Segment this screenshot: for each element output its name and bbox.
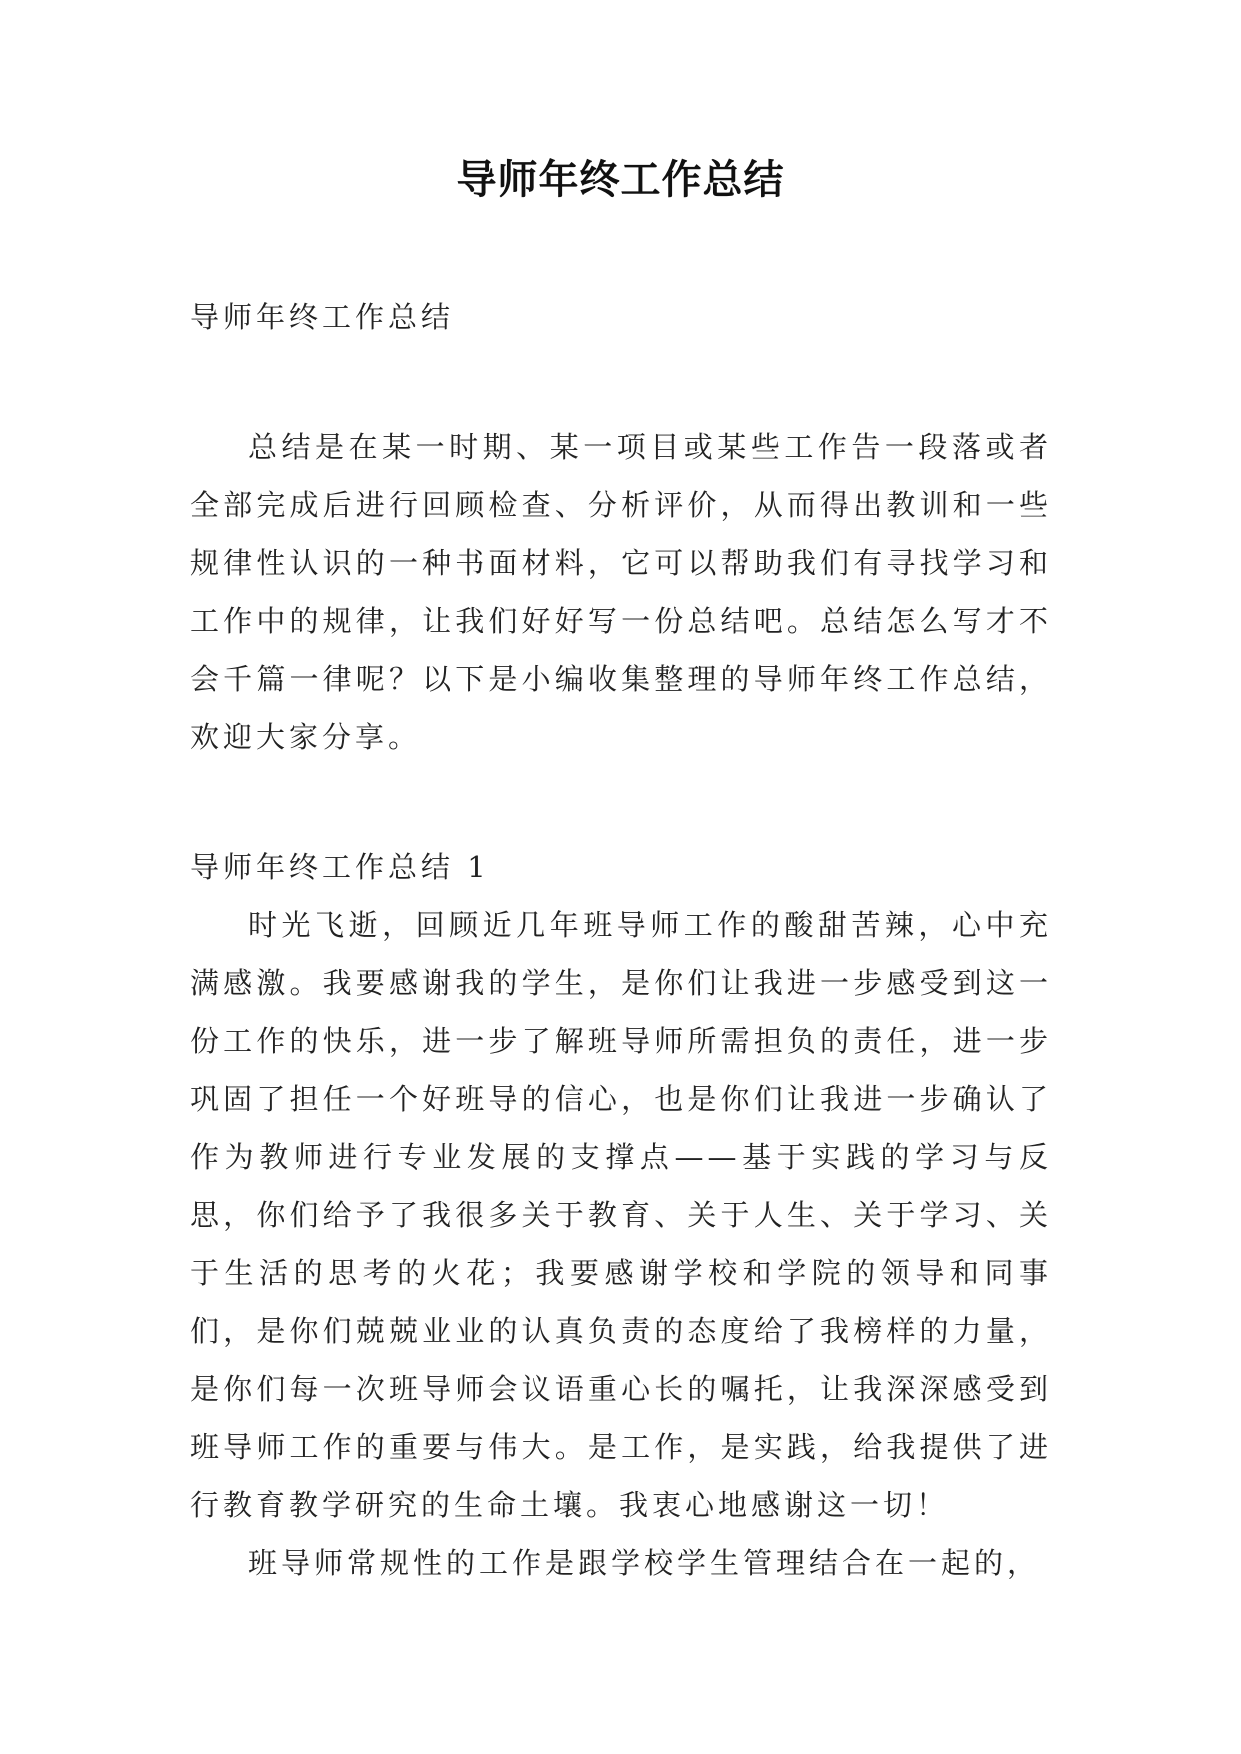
spacer (190, 766, 1052, 824)
section-paragraph: 时光飞逝，回顾近几年班导师工作的酸甜苦辣，心中充满感激。我要感谢我的学生，是你们让我进一步感受到这一份工作的快乐，进一步了解班导师所需担负的责任，进一步巩固了担任一个好班导的信心，也是你们让我进一步确认了作为教师进行专业发展的支撑点——基于实践的学习与反思，你们给予了我很多关于教育、关于人生、关于学习、关于生活的思考的火花；我要感谢学校和学院的领导和同事们，是你们兢兢业业的认真负责的态度给了我榜样的力量，是你们每一次班导师会议语重心长的嘱托，让我深深感受到班导师工作的重要与伟大。是工作，是实践，给我提供了进行教育教学研究的生命土壤。我衷心地感谢这一切！ (190, 908, 1052, 1522)
section-heading: 导师年终工作总结 1 (190, 850, 490, 884)
document-title: 导师年终工作总结 (456, 157, 785, 203)
document-body (190, 288, 1052, 1592)
spacer (190, 346, 1052, 404)
subtitle-line: 导师年终工作总结 (190, 300, 455, 334)
intro-paragraph: 总结是在某一时期、某一项目或某些工作告一段落或者全部完成后进行回顾检查、分析评价，从而得出教训和一些规律性认识的一种书面材料，它可以帮助我们有寻找学习和工作中的规律，让我们好好写一份总结吧。总结怎么写才不会千篇一律呢？以下是小编收集整理的导师年终工作总结，欢迎大家分享。 (190, 430, 1052, 754)
section-paragraph: 班导师常规性的工作是跟学校学生管理结合在一起的， (248, 1546, 1041, 1580)
